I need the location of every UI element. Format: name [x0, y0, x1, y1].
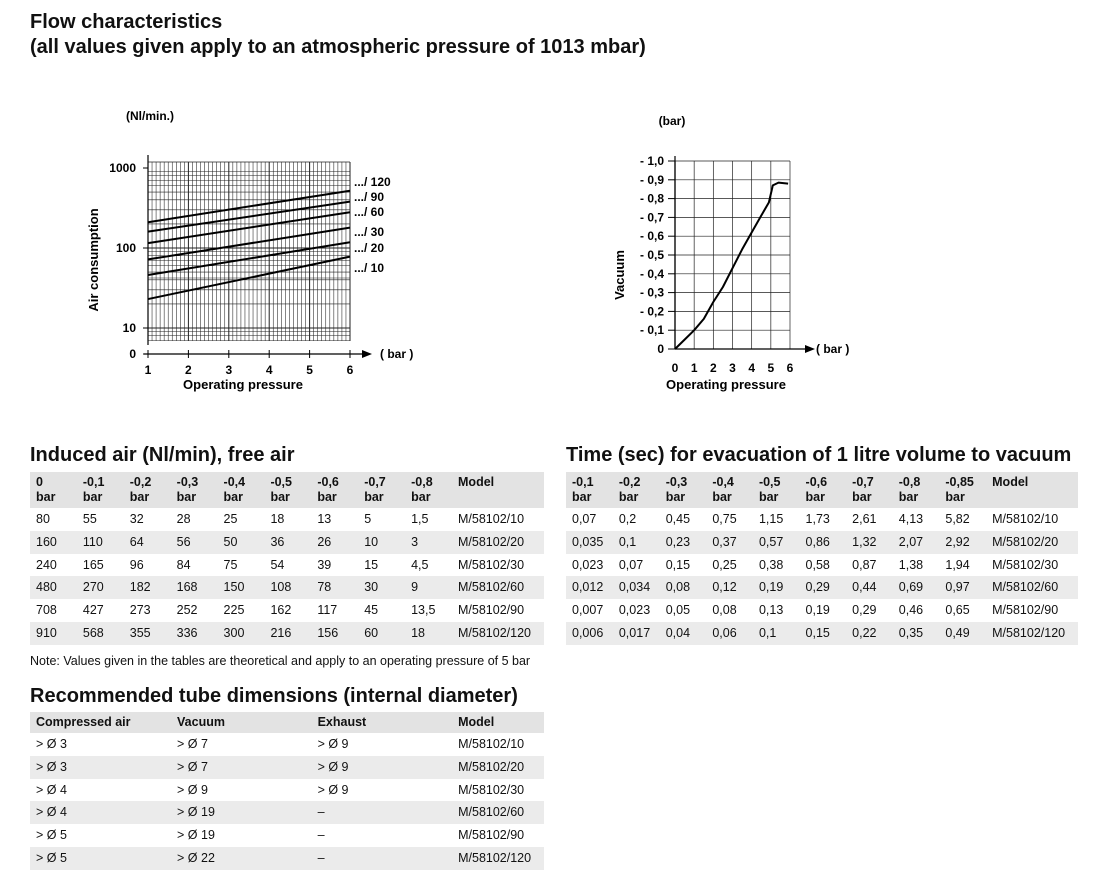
table-cell: 0,15 [805, 625, 830, 640]
table-cell: 0,007 [572, 603, 604, 618]
column-header [30, 472, 77, 508]
column-header-unit: bar [129, 490, 150, 504]
table-cell: 28 [176, 512, 191, 526]
x-tick-label: 5 [306, 363, 313, 377]
table-cell: 0,45 [665, 512, 691, 526]
column-header-unit: bar [82, 490, 103, 504]
column-header [171, 472, 218, 508]
column-header [660, 472, 707, 508]
table-cell: 0,006 [572, 625, 604, 640]
table-cell: 0,035 [572, 534, 604, 549]
table-cell: 0,04 [665, 625, 691, 640]
x-tick-label: 6 [346, 363, 354, 377]
table-cell: > Ø 5 [36, 850, 67, 865]
table-cell: 10 [364, 534, 379, 549]
table-cell: 4,5 [411, 557, 429, 572]
table-row [30, 508, 544, 531]
table-cell: > Ø 3 [36, 759, 67, 774]
column-header [358, 472, 405, 508]
column-header-value: -0,2 [618, 475, 641, 489]
column-header: Vacuum [177, 715, 225, 729]
table-cell: 36 [270, 534, 285, 549]
table-cell: 0,97 [945, 580, 970, 595]
table-cell: 1,5 [411, 512, 429, 526]
table-cell: 45 [364, 603, 379, 618]
column-header-value: -0,4 [223, 475, 246, 489]
table-cell: M/58102/30 [458, 782, 525, 797]
column-header-value: -0,8 [898, 475, 921, 489]
table-cell: 0,46 [898, 603, 924, 618]
table-cell: M/58102/90 [458, 828, 525, 843]
table-cell: M/58102/10 [458, 512, 525, 526]
table-row [566, 576, 1078, 599]
column-header-value: -0,1 [82, 475, 105, 489]
y-tick-label: - 0,2 [639, 304, 664, 319]
y-axis-title: Vacuum [612, 250, 627, 300]
column-header-unit: bar [223, 490, 243, 504]
table-cell: > Ø 5 [36, 828, 67, 843]
table-cell: > Ø 9 [317, 782, 349, 797]
y-tick-label: - 0,6 [639, 229, 664, 244]
table-row [30, 824, 544, 847]
column-header [753, 472, 800, 508]
column-header [986, 472, 1078, 508]
table-cell: 55 [82, 512, 97, 526]
column-header-value: -0,3 [665, 475, 688, 489]
table-cell: 0,19 [805, 603, 830, 618]
column-header-value: -0,4 [712, 475, 734, 489]
series-label: .../ 30 [354, 225, 385, 239]
table-cell: 150 [223, 580, 245, 595]
table-cell: M/58102/60 [458, 805, 525, 820]
table-cell: 18 [270, 512, 285, 526]
table-cell: 117 [317, 603, 338, 618]
table-cell: 25 [223, 512, 238, 526]
table-cell: 0,38 [758, 557, 784, 572]
table-cell: 54 [270, 557, 285, 572]
column-header: Exhaust [317, 715, 367, 729]
table-cell: > Ø 4 [36, 805, 67, 820]
tube-dimensions-heading: Recommended tube dimensions (internal diameter) [30, 685, 518, 707]
y-tick-label: 100 [115, 241, 136, 255]
y-tick-label: - 0,4 [639, 266, 664, 281]
table-cell: 0,07 [618, 557, 644, 572]
table-cell: M/58102/90 [458, 603, 525, 618]
table-cell: 96 [129, 557, 144, 572]
y-tick-label: - 0,8 [639, 191, 664, 206]
x-tick-label: 6 [786, 361, 794, 375]
table-cell: M/58102/120 [458, 625, 531, 640]
column-header-unit: bar [665, 490, 686, 504]
x-unit-label: ( bar ) [380, 347, 414, 361]
x-tick-label: 4 [748, 361, 756, 375]
table-cell: 273 [129, 603, 151, 618]
table-cell: 4,13 [898, 512, 924, 526]
table-row [30, 801, 544, 824]
table-cell: 0,58 [805, 557, 830, 572]
table-cell: M/58102/60 [992, 580, 1059, 595]
column-header [311, 472, 358, 508]
column-header-unit: bar [712, 490, 732, 504]
column-header-value: -0,1 [572, 475, 594, 489]
table-cell: > Ø 19 [177, 805, 215, 820]
table-cell: 427 [82, 603, 104, 618]
table-row [30, 576, 544, 599]
table-cell: 216 [270, 625, 292, 640]
table-cell: > Ø 7 [177, 759, 208, 774]
column-header [893, 472, 940, 508]
table-cell: 0,19 [758, 580, 784, 595]
table-cell: 182 [129, 580, 151, 595]
table-cell: 78 [317, 580, 332, 595]
table-cell: 0,23 [665, 534, 691, 549]
table-cell: 0,08 [712, 603, 737, 618]
table-cell: 56 [176, 534, 191, 549]
table-cell: 1,38 [898, 557, 924, 572]
table-cell: M/58102/120 [992, 625, 1066, 640]
column-header [405, 472, 452, 508]
column-header-value: -0,3 [176, 475, 199, 489]
table-cell: – [317, 850, 325, 865]
y-unit-label: (Nl/min.) [126, 109, 174, 123]
table-row [566, 531, 1078, 554]
y-tick-label: - 0,7 [639, 210, 664, 225]
table-cell: 0,07 [572, 512, 597, 526]
table-note: Note: Values given in the tables are theoretical and apply to an operating pressure of 5 bar [30, 654, 531, 668]
table-cell: 5 [364, 512, 372, 526]
page-title [30, 10, 646, 60]
x-axis-title: Operating pressure [183, 377, 303, 392]
column-header-unit: bar [852, 490, 872, 504]
table-cell: 2,07 [898, 534, 924, 549]
y-tick-label: - 0,5 [639, 248, 664, 262]
table-cell: 708 [36, 603, 57, 618]
table-cell: 0,08 [665, 580, 691, 595]
table-cell: 0,2 [618, 512, 637, 526]
column-header-unit: bar [317, 490, 337, 504]
page-title-line1: Flow characteristics [30, 11, 223, 33]
table-cell: 168 [176, 580, 198, 595]
table-row [30, 733, 544, 756]
table-cell: 64 [129, 534, 144, 549]
column-header-unit: bar [270, 490, 290, 504]
table-cell: 336 [176, 625, 198, 640]
table-cell: 0,57 [758, 534, 784, 549]
series-label: .../ 20 [354, 241, 385, 255]
column-header [452, 472, 544, 508]
table-row [30, 599, 544, 622]
y-tick-label: 10 [122, 321, 136, 335]
x-unit-label: ( bar ) [816, 342, 850, 356]
table-header-row [566, 472, 1078, 508]
table-cell: 0,22 [852, 625, 877, 640]
series-label: .../ 120 [354, 175, 391, 189]
column-header-unit: bar [758, 490, 779, 504]
x-tick-label: 2 [185, 363, 192, 377]
table-cell: 270 [82, 580, 104, 595]
table-cell: 225 [223, 603, 245, 618]
column-header [846, 472, 893, 508]
table-cell: 0,13 [758, 603, 784, 618]
column-header-value: -0,7 [364, 475, 386, 489]
series-label: .../ 90 [354, 190, 385, 204]
column-header: Model [458, 715, 495, 729]
column-header-value: -0,7 [852, 475, 874, 489]
x-tick-label: 1 [144, 363, 152, 377]
y-tick-label: - 0,9 [639, 172, 664, 187]
table-cell: 300 [223, 625, 245, 640]
x-tick-label: 3 [225, 363, 233, 377]
column-header-unit: bar [945, 490, 965, 504]
induced-air-table [30, 472, 544, 645]
table-row [566, 508, 1078, 531]
table-cell: 0,012 [572, 580, 604, 595]
table-cell: > Ø 9 [317, 737, 349, 751]
column-header-value: Model [992, 475, 1029, 489]
x-axis-title: Operating pressure [666, 377, 786, 392]
y-tick-label: - 0,3 [639, 285, 664, 300]
table-cell: 0,06 [712, 625, 737, 640]
x-tick-label: 3 [729, 361, 736, 375]
table-header-row [30, 712, 544, 733]
column-header-unit: bar [572, 490, 592, 504]
column-header-unit: bar [805, 490, 825, 504]
table-cell: 1,32 [852, 534, 877, 549]
table-cell: 0,1 [758, 625, 777, 640]
x-axis-arrow [362, 350, 372, 358]
column-header-value: -0,5 [758, 475, 781, 489]
table-cell: 80 [36, 512, 50, 526]
table-cell: 240 [36, 557, 57, 572]
y-tick-label: - 1,0 [639, 154, 664, 168]
table-cell: 0,87 [852, 557, 877, 572]
table-cell: 568 [82, 625, 104, 640]
table-cell: 252 [176, 603, 198, 618]
column-header-unit: bar [898, 490, 919, 504]
air-consumption-chart [80, 100, 440, 400]
table-cell: 5,82 [945, 512, 970, 526]
table-cell: 108 [270, 580, 292, 595]
column-header-unit: bar [618, 490, 639, 504]
table-cell: M/58102/20 [458, 759, 525, 774]
column-header [566, 472, 613, 508]
table-cell: > Ø 19 [177, 828, 215, 843]
column-header-unit: bar [364, 490, 384, 504]
y-tick-label: 0 [657, 342, 664, 356]
column-header [124, 472, 171, 508]
table-row [566, 554, 1078, 577]
table-cell: > Ø 9 [177, 782, 208, 797]
table-cell: M/58102/120 [458, 850, 532, 865]
table-cell: 0,75 [712, 512, 737, 526]
column-header [939, 472, 986, 508]
table-cell: > Ø 7 [177, 737, 208, 751]
table-cell: 0,49 [945, 625, 970, 640]
table-cell: M/58102/90 [992, 603, 1059, 618]
column-header-value: -0,5 [270, 475, 292, 489]
table-cell: 30 [364, 580, 379, 595]
column-header-value: -0,2 [129, 475, 152, 489]
column-header [800, 472, 847, 508]
table-cell: 26 [317, 534, 332, 549]
table-cell: 9 [411, 580, 419, 595]
table-row [566, 622, 1078, 645]
table-cell: 0,35 [898, 625, 924, 640]
table-cell: 0,65 [945, 603, 970, 618]
column-header-unit: bar [176, 490, 197, 504]
column-header [613, 472, 660, 508]
table-cell: 0,37 [712, 534, 737, 549]
y-axis-title: Air consumption [86, 208, 101, 312]
column-header-value: 0 [36, 475, 43, 489]
table-cell: 0,023 [618, 603, 651, 618]
table-cell: > Ø 22 [177, 850, 215, 865]
table-cell: 15 [364, 557, 379, 572]
column-header-value: -0,6 [317, 475, 339, 489]
table-cell: 0,1 [618, 534, 637, 549]
table-cell: 910 [36, 625, 57, 640]
table-cell: 2,92 [945, 534, 970, 549]
table-cell: 0,05 [665, 603, 691, 618]
table-cell: 0,017 [618, 625, 651, 640]
y-tick-label: 1000 [109, 161, 136, 175]
table-cell: 13,5 [411, 603, 436, 618]
table-cell: > Ø 4 [36, 782, 67, 797]
table-cell: 0,69 [898, 580, 924, 595]
table-cell: 156 [317, 625, 339, 640]
x-tick-label: 1 [690, 361, 698, 375]
table-row [30, 756, 544, 779]
table-row [566, 599, 1078, 622]
table-cell: > Ø 3 [36, 737, 67, 751]
x-tick-label: 5 [767, 361, 775, 375]
column-header-value: -0,6 [805, 475, 828, 489]
table-cell: 0,29 [852, 603, 877, 618]
table-cell: M/58102/20 [992, 534, 1059, 549]
table-cell: – [317, 805, 325, 820]
series-label: .../ 60 [354, 205, 385, 219]
table-cell: M/58102/60 [458, 580, 525, 595]
column-header-value: -0,85 [945, 475, 974, 489]
page-title-line2: (all values given apply to an atmospheric pressure of 1013 mbar) [30, 36, 646, 58]
table-row [30, 847, 544, 870]
table-cell: 13 [317, 512, 332, 526]
table-cell: 355 [129, 625, 151, 640]
table-cell: 2,61 [852, 512, 877, 526]
table-cell: 50 [223, 534, 238, 549]
series-label: .../ 10 [354, 261, 385, 275]
table-row [30, 622, 544, 645]
evacuation-heading: Time (sec) for evacuation of 1 litre volume to vacuum [566, 444, 1072, 466]
column-header-unit: bar [411, 490, 431, 504]
column-header [706, 472, 753, 508]
table-cell: 110 [82, 534, 103, 549]
induced-air-heading: Induced air (Nl/min), free air [30, 444, 295, 466]
table-cell: 0,023 [572, 557, 604, 572]
table-cell: 75 [223, 557, 238, 572]
table-cell: 0,034 [618, 580, 651, 595]
table-cell: 18 [411, 625, 426, 640]
column-header-unit: bar [36, 490, 56, 504]
y-tick-label: - 0,1 [639, 323, 664, 338]
table-cell: 0,86 [805, 534, 830, 549]
table-cell: 0,15 [665, 557, 691, 572]
table-cell: 60 [364, 625, 379, 640]
table-cell: 162 [270, 603, 292, 618]
table-cell: M/58102/30 [458, 557, 525, 572]
table-cell: 0,44 [852, 580, 877, 595]
table-cell: M/58102/20 [458, 534, 525, 549]
y-tick-label: 0 [129, 347, 136, 361]
x-axis-arrow [805, 345, 815, 353]
x-tick-label: 2 [709, 361, 717, 375]
x-tick-label: 0 [671, 361, 679, 375]
table-cell: 165 [82, 557, 104, 572]
tube-dimensions-table [30, 712, 544, 870]
table-cell: > Ø 9 [317, 759, 349, 774]
column-header [218, 472, 265, 508]
table-cell: 39 [317, 557, 332, 572]
column-header: Compressed air [36, 715, 131, 729]
table-row [30, 779, 544, 802]
table-cell: 160 [36, 534, 57, 549]
table-row [30, 531, 544, 554]
evacuation-table [566, 472, 1078, 645]
column-header-value: -0,8 [411, 475, 433, 489]
column-header [264, 472, 311, 508]
table-cell: M/58102/30 [992, 557, 1059, 572]
table-cell: 1,94 [945, 557, 970, 572]
column-header-value: Model [458, 475, 495, 489]
table-cell: M/58102/10 [458, 737, 525, 751]
table-cell: – [317, 828, 325, 843]
table-cell: 1,73 [805, 512, 830, 526]
table-cell: 1,15 [758, 512, 784, 526]
table-cell: 0,12 [712, 580, 737, 595]
table-cell: 480 [36, 580, 57, 595]
table-cell: 0,25 [712, 557, 737, 572]
vacuum-chart [600, 105, 860, 400]
table-cell: 32 [129, 512, 144, 526]
table-cell: 0,29 [805, 580, 830, 595]
y-unit-label: (bar) [658, 114, 686, 128]
column-header [77, 472, 124, 508]
table-cell: 84 [176, 557, 191, 572]
table-cell: 3 [411, 534, 419, 549]
table-cell: M/58102/10 [992, 512, 1059, 526]
table-header-row [30, 472, 544, 508]
table-row [30, 554, 544, 577]
x-tick-label: 4 [265, 363, 273, 377]
